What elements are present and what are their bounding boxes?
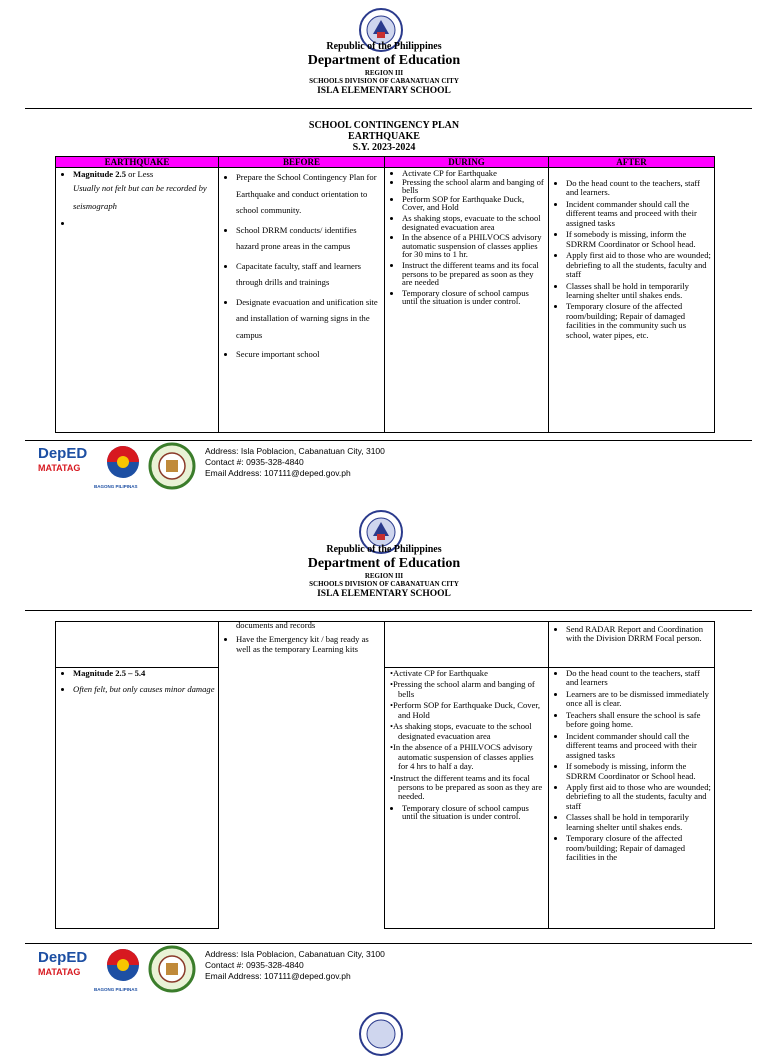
- header-division: SCHOOLS DIVISION OF CABANATUAN CITY: [309, 77, 459, 85]
- empty-bullet: [73, 219, 215, 228]
- after-item: • Classes shall be hold in temporarily learning shelter until shakes ends.: [566, 282, 711, 301]
- after-item: • If somebody is missing, inform the SDRRM Coordinator or School head.: [566, 230, 711, 249]
- footer-address: Address: Isla Poblacion, Cabanatuan City, 3100: [205, 446, 385, 456]
- before-item: • Secure important school: [236, 346, 381, 363]
- during-item: •Pressing the school alarm and banging of bells: [390, 679, 535, 699]
- during-item: • Instruct the different teams and its focal persons to be prepared as soon as they are needed: [402, 261, 545, 287]
- footer-email: Email Address: 107111@deped.gov.ph: [205, 971, 351, 981]
- deped-logo-text: DepED: [38, 445, 88, 462]
- school-seal-icon: [148, 442, 196, 490]
- magnitude-label: Magnitude 2.5: [73, 169, 126, 179]
- during-item: • Temporary closure of school campus until the situation is under control.: [402, 289, 545, 306]
- during-item: • Perform SOP for Earthquake Duck, Cover, and Hold: [402, 195, 545, 212]
- header-school: ISLA ELEMENTARY SCHOOL: [317, 589, 451, 599]
- column-header-earthquake: EARTHQUAKE: [56, 157, 219, 168]
- matatag-text: MATATAG: [38, 463, 81, 473]
- during-item-text: As shaking stops, evacuate to the school designated evacuation area: [393, 721, 532, 741]
- before-item: • Have the Emergency kit / bag ready as well as the temporary Learning kits: [236, 635, 381, 654]
- header-region: REGION III: [364, 69, 404, 77]
- header-school: ISLA ELEMENTARY SCHOOL: [317, 86, 451, 96]
- during-item: •In the absence of a PHILVOCS advisory automatic suspension of classes applies for 4 hrs to half a day.: [390, 742, 534, 772]
- header-division: SCHOOLS DIVISION OF CABANATUAN CITY: [309, 580, 459, 588]
- bagong-pilipinas-logo-icon: [98, 444, 148, 488]
- bagong-pilipinas-text: BAGONG PILIPINAS: [94, 484, 138, 489]
- school-seal-icon: [148, 945, 196, 993]
- during-item: • Activate CP for Earthquake: [402, 169, 545, 178]
- earthquake-cell: [56, 168, 219, 433]
- contingency-table-page2: [55, 621, 715, 929]
- header-divider: [25, 610, 752, 611]
- magnitude-rest: or Less: [128, 169, 154, 179]
- during-item-text: Activate CP for Earthquake: [393, 668, 488, 678]
- during-item: •Instruct the different teams and its focal persons to be prepared as soon as they are needed.: [390, 772, 543, 802]
- before-item: • School DRRM conducts/ identifies hazard prone areas in the campus: [236, 222, 381, 255]
- footer-address-block: [205, 949, 385, 982]
- magnitude-note: • Often felt, but only causes minor damage: [73, 681, 215, 697]
- header-department: Department of Education: [307, 53, 461, 68]
- deped-matatag-logo: [38, 950, 94, 990]
- footer-contact: Contact #: 0935-328-4840: [205, 960, 304, 970]
- magnitude-note: Usually not felt but can be recorded by seismograph: [73, 183, 207, 211]
- during-item-text: In the absence of a PHILVOCS advisory automatic suspension of classes applies for 4 hrs to half a day.: [393, 742, 534, 772]
- during-item-text: Perform SOP for Earthquake Duck, Cover, and Hold: [393, 700, 541, 720]
- bagong-pilipinas-text: BAGONG PILIPINAS: [94, 987, 138, 992]
- footer-address-block: [205, 446, 385, 479]
- before-cell: [219, 622, 385, 929]
- after-item: • Incident commander should call the different teams and proceed with their assigned tasks: [566, 200, 711, 228]
- deped-matatag-logo: [38, 446, 94, 486]
- during-item: •Perform SOP for Earthquake Duck, Cover, and Hold: [390, 700, 541, 720]
- after-item: • Do the head count to the teachers, staff and learners: [566, 669, 711, 688]
- header-divider: [25, 108, 752, 109]
- before-continued: documents and records: [236, 621, 316, 630]
- header-republic: Republic of the Philippines: [326, 544, 442, 555]
- before-item: • Designate evacuation and unification site and installation of warning signs in the campus: [236, 294, 381, 344]
- earthquake-cell-empty: [56, 622, 219, 668]
- header-region: REGION III: [364, 572, 404, 580]
- after-item: • Teachers shall ensure the school is safe before going home.: [566, 711, 711, 730]
- magnitude-label: Magnitude 2.5 – 5.4: [73, 668, 146, 678]
- during-item-text: In the absence of a PHILVOCS advisory automatic suspension of classes applies for 30 mins to 1 hr.: [402, 232, 542, 260]
- column-header-before: BEFORE: [219, 157, 385, 168]
- bagong-pilipinas-logo-icon: [98, 947, 148, 991]
- column-header-after: AFTER: [549, 157, 715, 168]
- footer-divider: [25, 440, 752, 441]
- footer-address: Address: Isla Poblacion, Cabanatuan City, 3100: [205, 949, 385, 959]
- before-item: • Prepare the School Contingency Plan for Earthquake and conduct orientation to school community.: [236, 169, 381, 219]
- after-item: • Learners are to be dismissed immediately once all is clear.: [566, 690, 711, 709]
- during-cell: [385, 168, 549, 433]
- after-item: • If somebody is missing, inform the SDRRM Coordinator or School head.: [566, 762, 711, 781]
- during-item: • As shaking stops, evacuate to the school designated evacuation area: [402, 214, 545, 231]
- matatag-text: MATATAG: [38, 967, 81, 977]
- deped-logo-text: DepED: [38, 949, 88, 966]
- during-item: • Pressing the school alarm and banging of bells: [402, 178, 545, 195]
- plan-title-line3: S.Y. 2023-2024: [352, 142, 416, 153]
- after-item: • Apply first aid to those who are wounded; debriefing to all the students, faculty and staff: [566, 251, 711, 279]
- after-item: • Apply first aid to those who are wounded; debriefing to all the students, faculty and staff: [566, 783, 711, 811]
- after-item: • Temporary closure of the affected room/building; Repair of damaged facilities in the community such us school, water pipes, etc.: [566, 302, 711, 340]
- after-cell: [549, 622, 715, 668]
- after-item: • Classes shall be hold in temporarily learning shelter until shakes ends.: [566, 813, 711, 832]
- column-header-during: DURING: [385, 157, 549, 168]
- before-item: • Capacitate faculty, staff and learners through drills and trainings: [236, 258, 381, 291]
- during-item: [402, 233, 545, 259]
- after-item: • Do the head count to the teachers, staff and learners.: [566, 179, 711, 198]
- footer-divider: [25, 943, 752, 944]
- contingency-table-page1: [55, 156, 715, 433]
- header-department: Department of Education: [307, 556, 461, 571]
- plan-title-line1: SCHOOL CONTINGENCY PLAN: [308, 120, 460, 131]
- during-cell-empty: [385, 622, 549, 668]
- after-item: • Incident commander should call the different teams and proceed with their assigned tasks: [566, 732, 711, 760]
- earthquake-cell: [56, 668, 219, 929]
- after-item: • Send RADAR Report and Coordination with the Division DRRM Focal person.: [566, 625, 711, 644]
- during-item: • Temporary closure of school campus until the situation is under control.: [402, 804, 545, 821]
- footer-email: Email Address: 107111@deped.gov.ph: [205, 468, 351, 478]
- deped-seal-icon: [357, 1012, 405, 1056]
- after-cell: [549, 168, 715, 433]
- footer-contact: Contact #: 0935-328-4840: [205, 457, 304, 467]
- header-republic: Republic of the Philippines: [326, 41, 442, 52]
- during-item-text: Instruct the different teams and its focal persons to be prepared as soon as they are needed.: [393, 772, 543, 802]
- during-item: •Activate CP for Earthquake: [390, 668, 488, 678]
- after-item: • Temporary closure of the affected room/building; Repair of damaged facilities in the: [566, 834, 711, 862]
- after-cell: [549, 668, 715, 929]
- during-item-text: Pressing the school alarm and banging of bells: [393, 679, 535, 699]
- before-cell: [219, 168, 385, 433]
- during-cell: [385, 668, 549, 929]
- during-item: •As shaking stops, evacuate to the school designated evacuation area: [390, 721, 532, 741]
- plan-title-line2: EARTHQUAKE: [348, 131, 420, 142]
